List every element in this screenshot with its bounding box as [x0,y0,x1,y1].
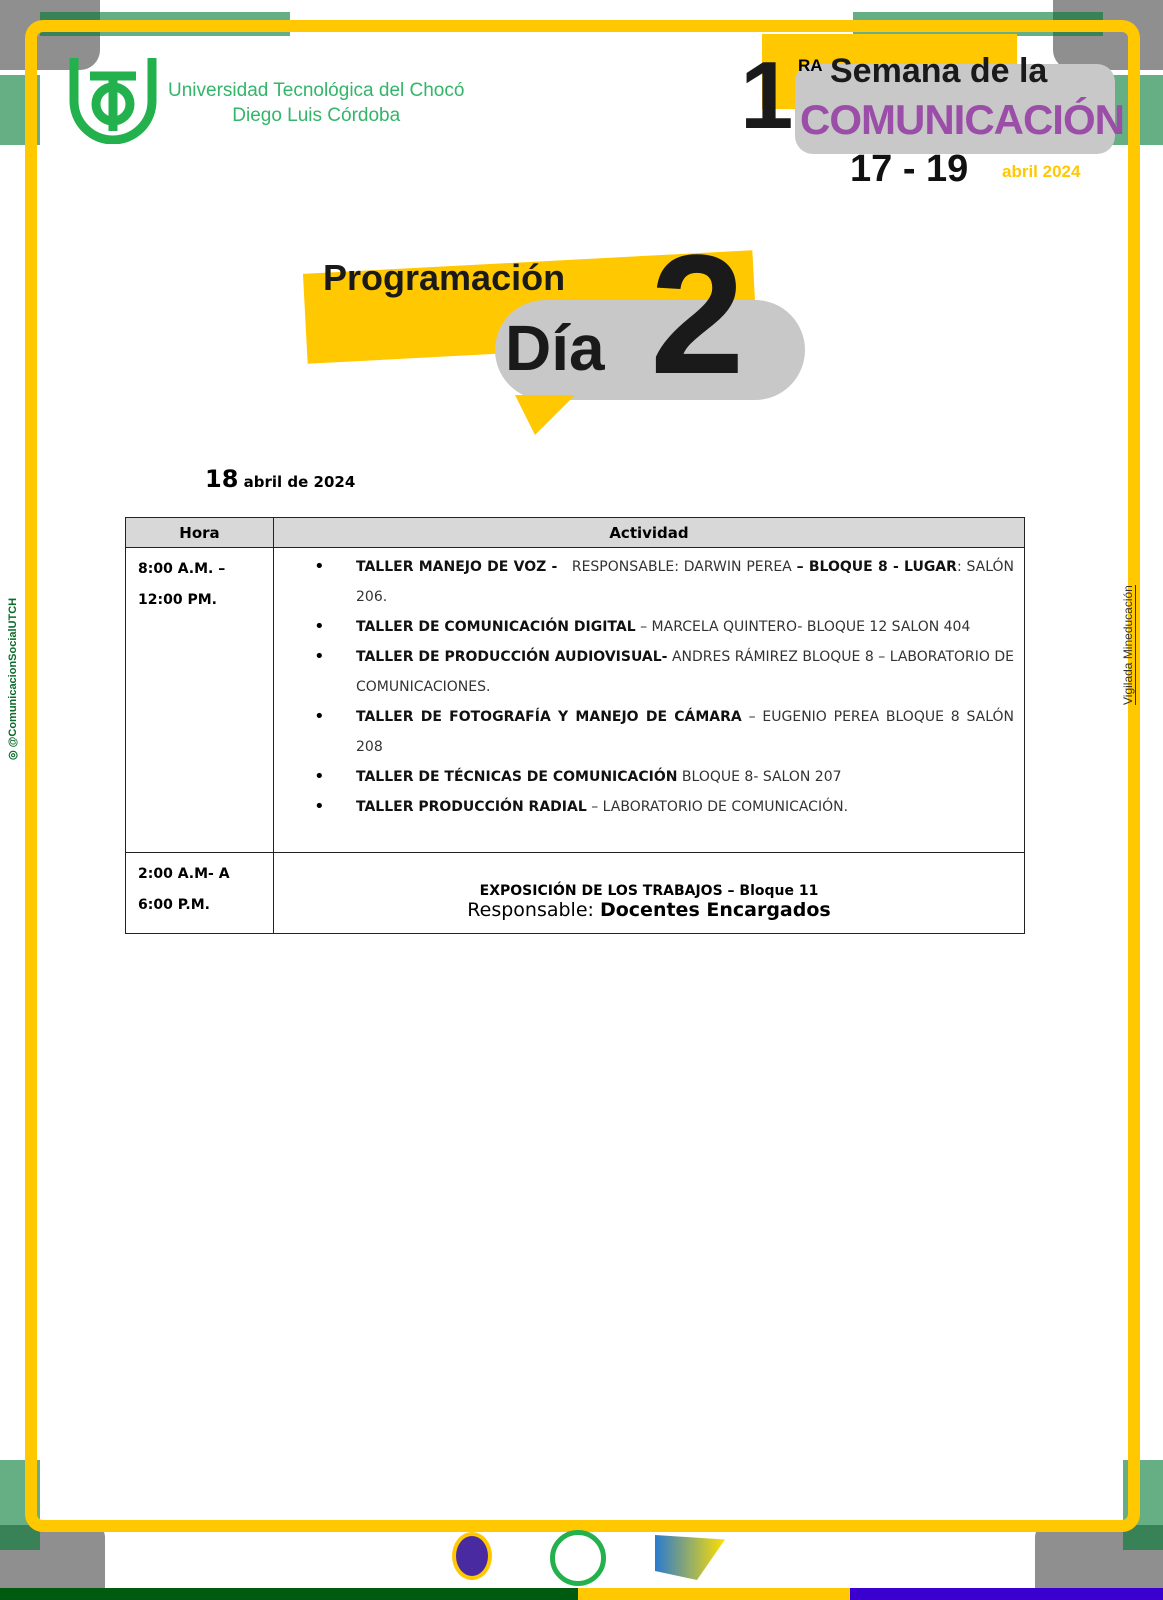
schedule-table [125,517,1025,934]
table-row [126,853,1025,934]
list-item: • TALLER PRODUCCIÓN RADIAL – LABORATORIO DE COMUNICACIÓN. [304,792,1014,822]
event-date: 18 abril de 2024 [205,465,356,493]
list-item: • TALLER DE FOTOGRAFÍA Y MANEJO DE CÁMARA – EUGENIO PEREA BLOQUE 8 SALÓN 208 [304,702,1014,762]
radio-logo [655,1535,725,1580]
table-header: Hora Actividad [126,518,1025,548]
list-item: • TALLER DE PRODUCCIÓN AUDIOVISUAL- ANDRES RÁMIREZ BLOQUE 8 – LABORATORIO DE COMUNICACIONES. [304,642,1014,702]
utch-logo [68,56,158,144]
event-logo: 1 RA Semana de la COMUNICACIÓN 17 - 19 abril 2024 [740,34,1120,194]
time-cell: 2:00 A.M- A 6:00 P.M. [126,853,274,934]
instagram-icon: ◎ [7,747,19,760]
activity-cell [274,548,1025,853]
list-item: • TALLER DE TÉCNICAS DE COMUNICACIÓN BLOQUE 8- SALON 207 [304,762,1014,792]
table-row [126,548,1025,853]
university-name: Universidad Tecnológica del Chocó Diego Luis Córdoba [168,80,465,126]
list-item: • TALLER DE COMUNICACIÓN DIGITAL – MARCELA QUINTERO- BLOQUE 12 SALON 404 [304,612,1014,642]
time-cell: 8:00 A.M. – 12:00 PM. [126,548,274,853]
activity-cell: EXPOSICIÓN DE LOS TRABAJOS – Bloque 11 Responsable: Docentes Encargados [274,853,1025,934]
comunicacion-social-logo [452,1532,492,1580]
social-handle: ◎ @ComunicacionSocialUTCH [7,597,19,760]
programacion-banner: Programación Día 2 [305,240,815,440]
vigilada-label: Vigilada Mineducación [1121,585,1135,705]
anniversary-seal-logo [550,1530,606,1586]
list-item: • TALLER MANEJO DE VOZ - RESPONSABLE: DARWIN PEREA – BLOQUE 8 - LUGAR: SALÓN 206. [304,552,1014,612]
